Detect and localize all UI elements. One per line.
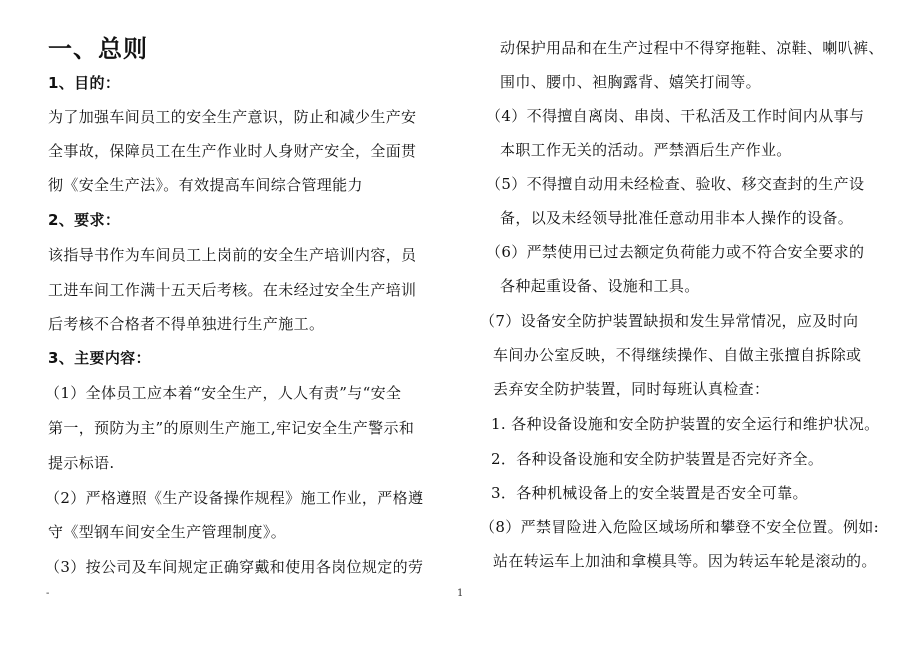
main-content-heading: 3、主要内容： bbox=[48, 349, 151, 367]
paragraph-line: 彻《安全生产法》。有效提高车间综合管理能力 bbox=[48, 176, 363, 194]
paragraph-line: 提示标语. bbox=[48, 454, 115, 472]
paragraph-line: 各种起重设备、设施和工具。 bbox=[500, 277, 700, 295]
purpose-heading: 1、目的： bbox=[48, 74, 121, 92]
section-title: 一、总则 bbox=[48, 35, 148, 63]
paragraph-line: （2）严格遵照《生产设备操作规程》施工作业，严格遵 bbox=[45, 489, 424, 507]
paragraph-line: （1）全体员工应本着“安全生产，人人有责”与“安全 bbox=[45, 384, 402, 402]
requirements-heading: 2、要求： bbox=[48, 211, 121, 229]
paragraph-line: 本职工作无关的活动。严禁酒后生产作业。 bbox=[500, 141, 792, 159]
paragraph-line: 1. 各种设备设施和安全防护装置的安全运行和维护状况。 bbox=[491, 415, 880, 433]
paragraph-line: （5）不得擅自动用未经检查、验收、移交查封的生产设 bbox=[486, 175, 865, 193]
paragraph-line: 车间办公室反映，不得继续操作、自做主张擅自拆除或 bbox=[493, 346, 862, 364]
paragraph-line: 全事故，保障员工在生产作业时人身财产安全，全面贯 bbox=[48, 142, 417, 160]
paragraph-line: 站在转运车上加油和拿模具等。因为转运车轮是滚动的。 bbox=[493, 552, 877, 570]
paragraph-line: 守《型钢车间安全生产管理制度》。 bbox=[48, 523, 287, 541]
paragraph-line: 丢弃安全防护装置，同时每班认真检查： bbox=[493, 380, 770, 398]
paragraph-line: 备，以及未经领导批准任意动用非本人操作的设备。 bbox=[500, 209, 854, 227]
paragraph-line: 围巾、腰巾、袒胸露背、嬉笑打闹等。 bbox=[500, 73, 761, 91]
footer-mark: - bbox=[46, 588, 50, 599]
paragraph-line: （3）按公司及车间规定正确穿戴和使用各岗位规定的劳 bbox=[45, 558, 424, 576]
paragraph-line: （8）严禁冒险进入危险区域场所和攀登不安全位置。例如: bbox=[480, 518, 880, 536]
paragraph-line: 为了加强车间员工的安全生产意识，防止和减少生产安 bbox=[48, 108, 417, 126]
paragraph-line: 3．各种机械设备上的安全装置是否安全可靠。 bbox=[491, 484, 808, 502]
paragraph-line: 工进车间工作满十五天后考核。在未经过安全生产培训 bbox=[48, 281, 417, 299]
page-number: 1 bbox=[457, 588, 464, 599]
paragraph-line: 动保护用品和在生产过程中不得穿拖鞋、凉鞋、喇叭裤、 bbox=[500, 39, 884, 57]
paragraph-line: （6）严禁使用已过去额定负荷能力或不符合安全要求的 bbox=[486, 243, 865, 261]
paragraph-line: 2．各种设备设施和安全防护装置是否完好齐全。 bbox=[491, 450, 824, 468]
paragraph-line: 第一，预防为主”的原则生产施工,牢记安全生产警示和 bbox=[48, 419, 415, 437]
paragraph-line: 后考核不合格者不得单独进行生产施工。 bbox=[48, 315, 325, 333]
paragraph-line: 该指导书作为车间员工上岗前的安全生产培训内容，员 bbox=[48, 246, 417, 264]
paragraph-line: （7）设备安全防护装置缺损和发生异常情况，应及时向 bbox=[480, 312, 859, 330]
paragraph-line: （4）不得擅自离岗、串岗、干私活及工作时间内从事与 bbox=[486, 107, 865, 125]
